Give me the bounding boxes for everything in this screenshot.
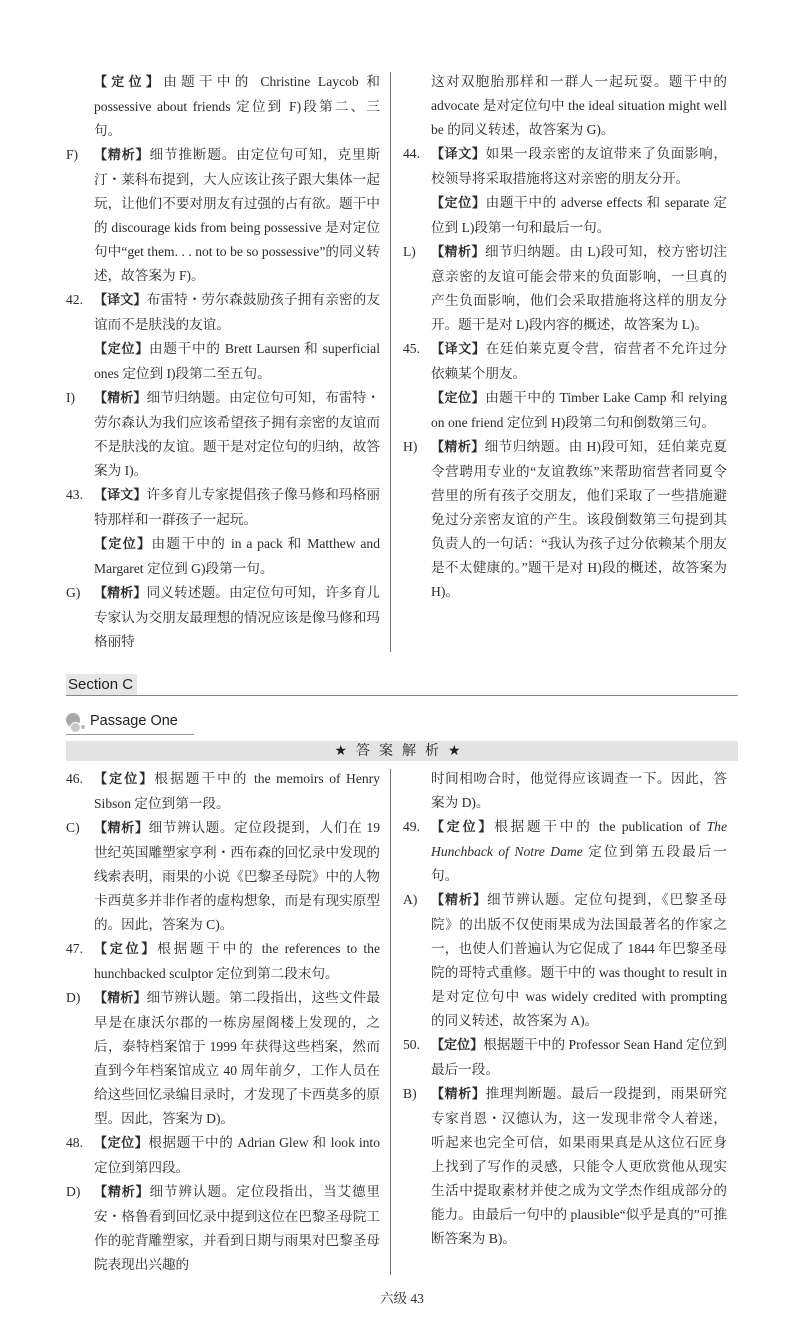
entry-text: 由题干中的 adverse effects 和 separate 定位到 L)段第一句和最后一句。 — [431, 195, 727, 235]
entry-text: 根据题干中的 the memoirs of Henry Sibson 定位到第一段。 — [94, 771, 380, 811]
entry-text: 这对双胞胎那样和一群人一起玩耍。题干中的 advocate 是对定位句中 the ideal situation might well be 的同义转述，故答案为 G)。 — [431, 74, 727, 137]
entry-tag: 【精析】 — [94, 148, 150, 163]
entry-label: H) — [403, 439, 418, 454]
entry-text: 细节辨认题。定位段指出，当艾德里安・格鲁看到回忆录中提到这位在巴黎圣母院工作的驼背雕塑家，并看到日期与雨果对巴黎圣母院表现出兴趣的 — [94, 1184, 380, 1272]
entry-label: 46. — [66, 771, 83, 786]
entry-tag: 【定位】 — [94, 342, 149, 357]
answer-entry — [66, 483, 380, 532]
passage-bullet-icon-small — [70, 722, 81, 733]
entry-text: 如果一段亲密的友谊带来了负面影响，校领导将采取措施将这对亲密的朋友分开。 — [431, 146, 727, 186]
entry-text: 在廷伯莱克夏令营，宿营者不允许过分依赖某个朋友。 — [431, 341, 727, 381]
entry-tag: 【定位】 — [94, 537, 152, 552]
answer-entry — [66, 1131, 380, 1180]
entry-label: 42. — [66, 292, 83, 307]
entry-text: 细节归纳题。由定位句可知，布雷特・劳尔森认为我们应该希望孩子拥有亲密的友谊而不是肤浅的友谊。题干是对定位句的归纳，故答案为 I)。 — [94, 390, 380, 478]
entry-text: 由题干中的 Christine Laycob 和 possessive about friends 定位到 F)段第二、三句。 — [94, 74, 380, 138]
entry-text: 同义转述题。由定位句可知，许多育儿专家认为交朋友最理想的情况应该是像马修和玛格丽特 — [94, 585, 380, 649]
entry-label: B) — [403, 1086, 417, 1101]
answer-entry — [403, 888, 727, 1033]
entry-tag: 【译文】 — [431, 342, 486, 357]
top-left-column — [66, 70, 390, 654]
entry-label: 43. — [66, 487, 83, 502]
passage-bullet-icon-dot — [81, 725, 85, 729]
entry-label: L) — [403, 244, 416, 259]
answer-entry — [403, 1082, 727, 1251]
entry-text: 根据题干中的 the publication of — [494, 819, 707, 834]
answer-entry — [403, 435, 727, 604]
section-header — [66, 674, 738, 696]
entry-label: 44. — [403, 146, 420, 161]
entry-label: 48. — [66, 1135, 83, 1150]
entry-label: 47. — [66, 941, 83, 956]
answer-entry — [66, 816, 380, 937]
top-columns — [66, 70, 740, 654]
answer-entry — [403, 70, 727, 142]
entry-tag: 【定位】 — [94, 1136, 149, 1151]
answer-entry — [66, 386, 380, 483]
answer-entry — [403, 191, 727, 240]
entry-tag: 【译文】 — [94, 488, 147, 503]
entry-text: 布雷特・劳尔森鼓励孩子拥有亲密的友谊而不是肤浅的友谊。 — [94, 292, 380, 332]
entry-tag: 【定位】 — [431, 391, 486, 406]
entry-label: F) — [66, 147, 79, 162]
entry-italic-title: The Hunchback of Notre Dame — [431, 819, 727, 859]
entry-tag: 【精析】 — [431, 893, 487, 908]
entry-text: 由题干中的 Timber Lake Camp 和 relying on one friend 定位到 H)段第二句和倒数第三句。 — [431, 390, 727, 430]
answer-entry — [66, 767, 380, 816]
entry-tag: 【精析】 — [94, 391, 147, 406]
entry-text-cont: 定位到第五段最后一句。 — [431, 844, 727, 883]
entry-label: 49. — [403, 819, 420, 834]
entry-text: 细节辨认题。定位段提到，人们在 19 世纪英国雕塑家亨利・西布森的回忆录中发现的线索表明，雨果的小说《巴黎圣母院》中的人物卡西莫多并非作者的虚构想象，而是有现实原型的。因此，答案为 C)。 — [94, 820, 380, 932]
entry-label: 45. — [403, 341, 420, 356]
top-right-column — [391, 70, 727, 654]
entry-text: 时间相吻合时，他觉得应该调查一下。因此，答案为 D)。 — [431, 771, 727, 810]
answer-entry — [66, 581, 380, 654]
entry-text: 细节归纳题。由 H)段可知，廷伯莱克夏令营聘用专业的“友谊教练”来帮助宿营者同夏令营里的所有孩子交朋友，他们采取了一些措施避免过分亲密友谊的产生。该段倒数第三句提到其负责人的一句话：“我认为孩子过分依赖某个朋友是不太健康的。”题干是对 H)段的概述，故答案为 H)。 — [431, 439, 727, 599]
entry-text: 许多育儿专家提倡孩子像马修和玛格丽特那样和一群孩子一起玩。 — [94, 487, 380, 527]
page-number: 六级 43 — [380, 1291, 424, 1306]
entry-text: 根据题干中的 the references to the hunchbacked sculptor 定位到第二段末句。 — [94, 941, 380, 981]
passage-header — [66, 710, 194, 735]
entry-label: A) — [403, 892, 418, 907]
answer-entry — [66, 937, 380, 986]
answer-entry — [403, 142, 727, 191]
entry-text: 细节辨认题。第二段指出，这些文件最早是在康沃尔郡的一栋房屋阁楼上发现的，之后，泰特档案馆于 1999 年获得这些档案，然而直到今年档案馆成立 40 周年前夕，工作人员在给这些回忆录编目录时，才发现了卡西莫多的原型。因此，答案为 D)。 — [94, 990, 380, 1126]
entry-text: 由题干中的 in a pack 和 Matthew and Margaret 定位到 G)段第一句。 — [94, 536, 380, 576]
bottom-right-column — [391, 767, 727, 1277]
bottom-columns — [66, 767, 740, 1277]
entry-tag: 【精析】 — [431, 1087, 486, 1102]
entry-tag: 【译文】 — [94, 293, 147, 308]
entry-text: 推理判断题。最后一段提到，雨果研究专家肖恩・汉德认为，这一发现非常令人着迷，听起来也完全可信，如果雨果真是从这位石匠身上找到了写作的灵感，只能令人更欣赏他从现实生活中提取素材并使之成为文学杰作组成部分的能力。由最后一句中的 plausible“似乎是真的”可推断答案为 B)。 — [431, 1086, 727, 1246]
answer-entry — [66, 337, 380, 386]
answer-entry — [403, 815, 727, 888]
entry-tag: 【精析】 — [94, 991, 147, 1006]
entry-tag: 【定位】 — [94, 75, 164, 90]
entry-tag: 【译文】 — [431, 147, 486, 162]
answer-entry — [66, 986, 380, 1131]
entry-label: D) — [66, 1184, 81, 1199]
answer-entry — [66, 532, 380, 581]
entry-text: 细节归纳题。由 L)段可知，校方密切注意亲密的友谊可能会带来的负面影响，一旦真的产生负面影响，他们会采取措施将这样的朋友分开。题干是对 L)段内容的概述，故答案为 L)。 — [431, 244, 727, 332]
entry-tag: 【定位】 — [431, 820, 495, 835]
entry-label: I) — [66, 390, 76, 405]
entry-tag: 【精析】 — [431, 245, 485, 260]
bottom-left-column — [66, 767, 390, 1277]
entry-tag: 【定位】 — [94, 942, 158, 957]
entry-tag: 【精析】 — [94, 586, 147, 601]
entry-label: C) — [66, 820, 80, 835]
entry-text: 根据题干中的 Professor Sean Hand 定位到最后一段。 — [431, 1037, 727, 1077]
answer-entry — [403, 386, 727, 435]
answer-entry — [66, 143, 380, 288]
entry-tag: 【精析】 — [431, 440, 485, 455]
answer-entry — [66, 70, 380, 143]
entry-text: 根据题干中的 Adrian Glew 和 look into 定位到第四段。 — [94, 1135, 380, 1175]
answer-entry — [403, 337, 727, 386]
answer-entry — [403, 767, 727, 815]
answer-entry — [66, 1180, 380, 1277]
passage-title: Passage One — [90, 713, 178, 729]
entry-tag: 【定位】 — [431, 196, 486, 211]
entry-text: 由题干中的 Brett Laursen 和 superficial ones 定位到 I)段第二至五句。 — [94, 341, 380, 381]
entry-text: 细节推断题。由定位句可知，克里斯汀・莱科布提到，大人应该让孩子跟大集体一起玩，让他们不要对朋友有过强的占有欲。题干中的 discourage kids from being possessive 是对定位句中“get them. . . not to be so possessive”的同义转述，故答案为 F)。 — [94, 147, 380, 283]
answer-entry — [403, 1033, 727, 1082]
answer-analysis-banner: ★答案解析★ — [66, 741, 738, 761]
answer-entry — [66, 288, 380, 337]
entry-label: D) — [66, 990, 81, 1005]
entry-tag: 【定位】 — [94, 772, 155, 787]
entry-label: G) — [66, 585, 81, 600]
entry-text: 细节辨认题。定位句提到，《巴黎圣母院》的出版不仅使雨果成为法国最著名的作家之一，也使人们普遍认为它促成了 1844 年巴黎圣母院的哥特式重修。题干中的 was thought to result in 是对定位句中 was widely credited with prompting 的同义转述，故答案为 A)。 — [431, 892, 727, 1028]
entry-tag: 【精析】 — [94, 821, 149, 836]
section-title: Section C — [66, 674, 137, 695]
entry-tag: 【定位】 — [431, 1038, 484, 1053]
answer-entry — [403, 240, 727, 337]
entry-tag: 【精析】 — [94, 1185, 150, 1200]
entry-label: 50. — [403, 1037, 420, 1052]
